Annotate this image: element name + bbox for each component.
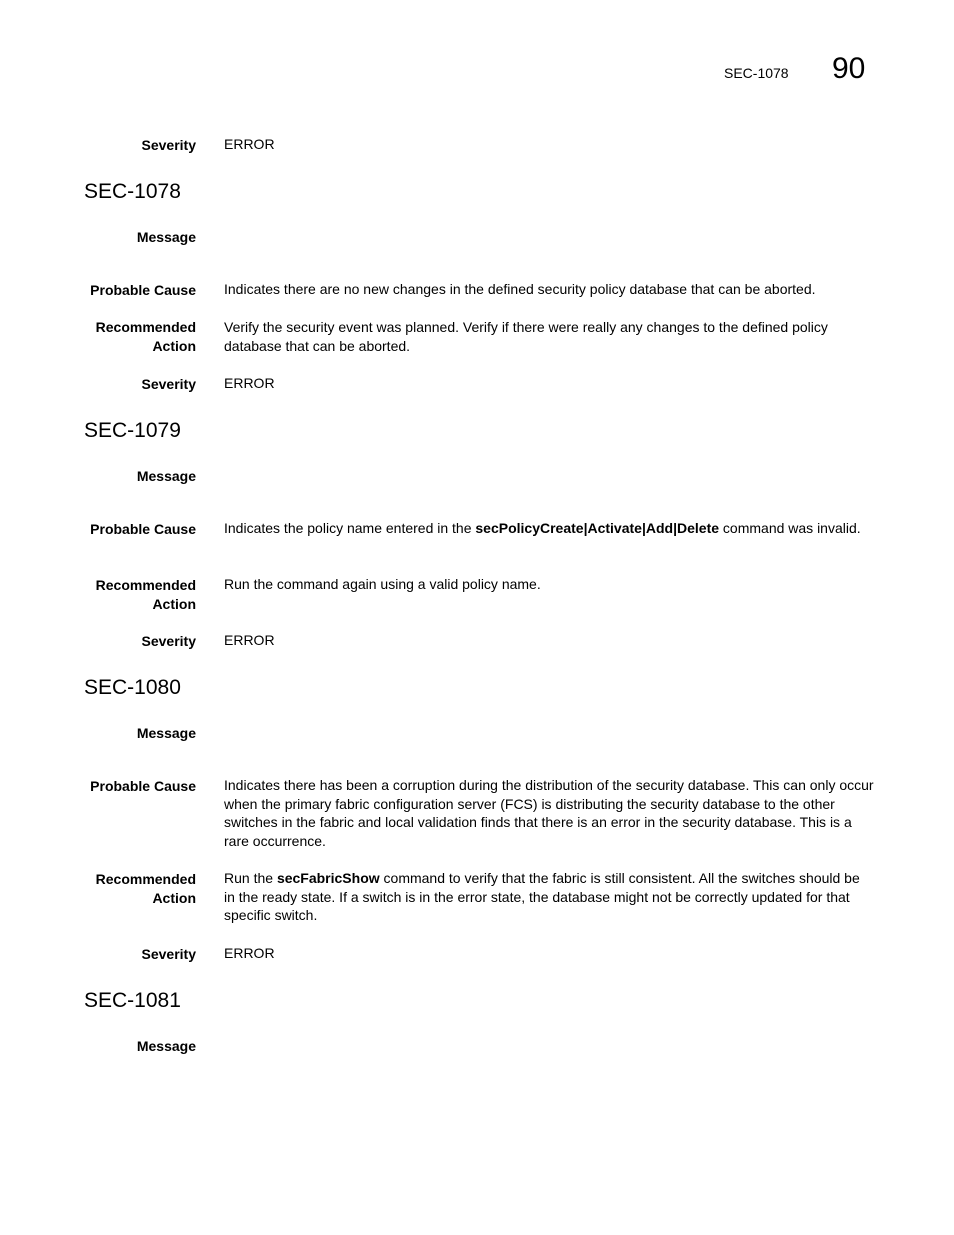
severity-label: Severity: [141, 633, 196, 649]
action-word: Action: [152, 596, 196, 612]
recommended-word: Recommended: [95, 319, 196, 335]
probable-cause-label: Probable Cause: [90, 282, 196, 298]
cause-text-post: command was invalid.: [719, 520, 861, 536]
running-header-code: SEC-1078: [724, 65, 789, 81]
probable-cause-text: [224, 519, 874, 538]
severity-label: Severity: [141, 376, 196, 392]
section-title: SEC-1078: [84, 180, 181, 203]
severity-value: ERROR: [224, 136, 275, 152]
probable-cause-text: Indicates there has been a corruption during the distribution of the security database. This can only occur when the primary fabric configuration server (FCS) is distributing the security database to the other switches in the fabric and local validation finds that there is an error in the security database. This is a rare occurrence.: [224, 777, 874, 850]
recommended-action-text: [224, 869, 874, 925]
message-label: Message: [136, 229, 196, 245]
probable-cause-text: Indicates there are no new changes in the defined security policy database that can be aborted.: [224, 281, 816, 297]
probable-cause-label: Probable Cause: [90, 778, 196, 794]
severity-label: Severity: [141, 137, 196, 153]
severity-value: ERROR: [224, 945, 275, 961]
recommended-word: Recommended: [95, 871, 196, 887]
section-title: SEC-1079: [84, 419, 181, 442]
recommended-action-label: [40, 870, 196, 908]
recommended-action-label: [40, 576, 196, 614]
action-text-pre: Run the: [224, 870, 277, 886]
action-text-post: command to verify that the fabric is still consistent. All the switches should be in the ready state. If a switch is in the error state, the database might not be correctly updated for that specific switch.: [224, 870, 860, 924]
command-name: secPolicyCreate|Activate|Add|Delete: [475, 520, 720, 536]
message-label: Message: [136, 725, 196, 741]
cause-text-pre: Indicates the policy name entered in the: [224, 520, 476, 536]
message-label: Message: [136, 1038, 196, 1054]
action-word: Action: [152, 338, 196, 354]
message-label: Message: [136, 468, 196, 484]
severity-value: ERROR: [224, 375, 275, 391]
recommended-action-label: [40, 318, 196, 356]
chapter-number: 90: [832, 52, 866, 85]
section-title: SEC-1081: [84, 989, 181, 1012]
severity-label: Severity: [141, 946, 196, 962]
probable-cause-label: Probable Cause: [90, 521, 196, 537]
section-title: SEC-1080: [84, 676, 181, 699]
recommended-word: Recommended: [95, 577, 196, 593]
action-word: Action: [152, 890, 196, 906]
command-name: secFabricShow: [276, 870, 380, 886]
recommended-action-text: Run the command again using a valid policy name.: [224, 576, 541, 592]
severity-value: ERROR: [224, 632, 275, 648]
recommended-action-text: Verify the security event was planned. Verify if there were really any changes to the defined policy database that can be aborted.: [224, 319, 828, 354]
